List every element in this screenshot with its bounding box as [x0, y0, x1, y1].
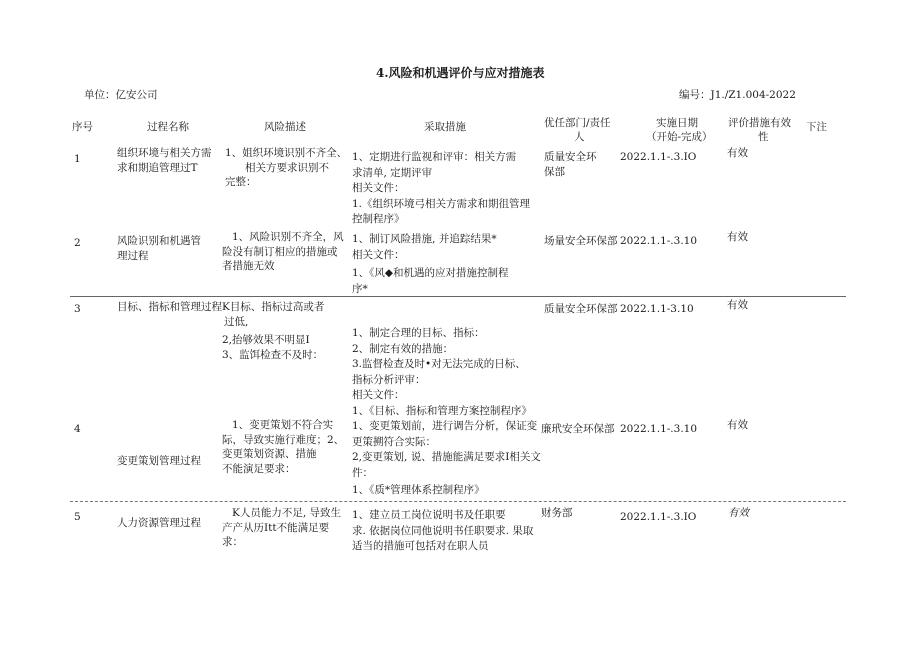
row-dept: 质量安全环保部 — [544, 303, 618, 315]
header-eval-line2: 性 — [758, 131, 769, 143]
row-eval: 有效 — [727, 147, 748, 159]
row-process: 变更策划管理过程 — [117, 455, 201, 467]
row-dept: 财务部 — [541, 507, 573, 519]
row-measures: 1、定期进行监视和评审：相关方需 求清单, 定期评审 相关文件： 1.《组织环境弓相关方需求和期徂管理 控制程序》 — [352, 151, 531, 225]
unit-label: 单位：亿安公司 — [84, 89, 158, 101]
row-process: 目标、指标和管理过程 — [117, 301, 222, 313]
row-dept: 质量安全环 保部 — [544, 151, 597, 178]
row-date: 2022.1.1-.3.10 — [620, 235, 698, 247]
row-no: 4 — [74, 423, 81, 435]
row-risk: 1、姐织环境识别不齐全、 相关方要求识别不 完整： — [225, 147, 348, 188]
header-measures: 采取措施 — [424, 121, 466, 133]
row-measures: 1、变更策划前，进行调告分析，保证变 更策搠符合实际： 2,变更策划, 说、措施能满足要求I相关文 件： 1、《质*管理体系控制程序》 — [352, 420, 541, 496]
header-process: 过程名称 — [147, 121, 189, 133]
row-risk: K人员能力不足, 导致生 产产从历Itt不能满足要 求： — [222, 507, 342, 548]
header-date-line1: 实施日期 — [656, 117, 698, 129]
row-process: 组织环境与相关方需 求和期追管理过T — [117, 147, 212, 174]
row-measures: 1、制订风险措施, 并追踪结果* 相关文件： 1、《风◆和机遇的应对措施控制程 序* — [352, 233, 509, 295]
row-risk: 1、变更策划不符合实 际，导致实施行难度；2、 变更策划资源、措施 不能演足要求： — [222, 419, 345, 475]
row-no: 3 — [74, 303, 81, 315]
page-title: 4.风险和机遇评价与应对措施表 — [376, 66, 545, 80]
row-dept: 廉玳安全环保部 — [541, 423, 615, 435]
row-date: 2022.1.1-3.10 — [620, 303, 694, 315]
row-eval: 有效 — [728, 507, 749, 519]
row-eval: 有效 — [727, 299, 748, 311]
doc-number: 编号：J1./Z1.004-2022 — [679, 89, 796, 101]
header-note: 下注 — [806, 121, 827, 133]
row-measures: 1、建立员工岗位说明书及任职要 求. 依据岗位同他说明书任职要求. 果取 适当的措施可包括对在职人员 — [352, 509, 534, 552]
header-eval-line1: 评价措施有效 — [728, 117, 791, 129]
row-no: 2 — [74, 237, 81, 249]
row-divider — [70, 501, 846, 502]
row-no: 5 — [74, 511, 81, 523]
row-date: 2022.1.1-.3.IO — [620, 151, 697, 163]
row-measures: 1、制定合理的目标、指标： 2、制定有效的措施： 3.监督检查及时•对无法完成的日标、 指标分析评审： 相关文件： 1、《目标、指标和管理方案控制程序》 — [352, 327, 532, 417]
row-date: 2022.1.1-.3.10 — [620, 423, 698, 435]
header-dept-line1: 优任部门/责任 — [544, 117, 611, 129]
header-risk: 风险描述 — [264, 121, 306, 133]
row-risk: K目标、指标过高或者 过低, 2,抬够效果不明显I 3、监饵检查不及时： — [222, 301, 325, 361]
row-eval: 有效 — [727, 419, 748, 431]
header-date-line2: （开始-完成） — [646, 131, 713, 143]
row-process: 风险识别和机遇管 理过程 — [117, 235, 201, 262]
header-dept-line2: 人 — [574, 131, 585, 143]
row-dept: 场量安全环保部 — [544, 235, 618, 247]
row-no: 1 — [74, 153, 81, 165]
header-no: 序号 — [72, 121, 93, 133]
row-risk: 1、风险识别不齐全，风 险没有制订相应的措施或 者措施无效 — [222, 231, 344, 272]
row-date: 2022.1.1-.3.IO — [620, 511, 697, 523]
row-process: 人力资源管理过程 — [117, 517, 201, 529]
row-eval: 有效 — [727, 231, 748, 243]
